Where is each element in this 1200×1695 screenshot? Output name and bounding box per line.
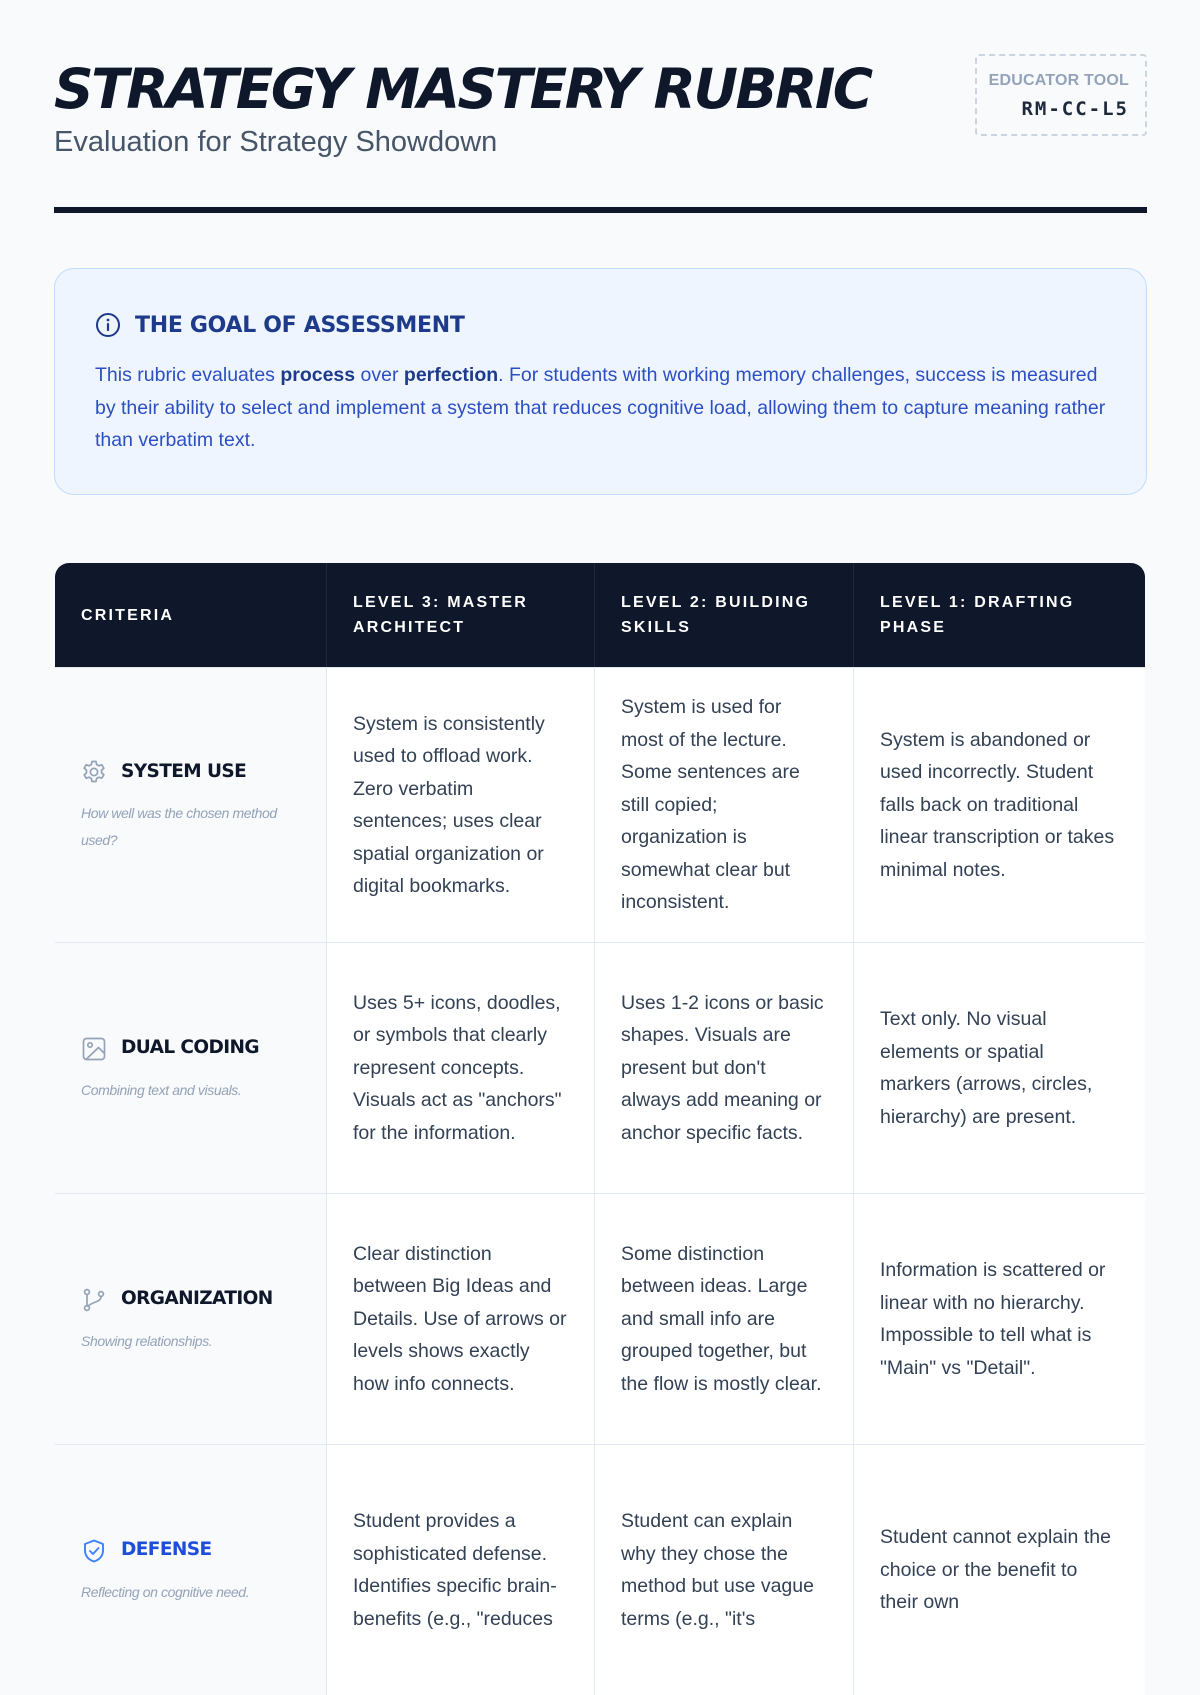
criteria-name: SYSTEM USE	[121, 760, 247, 782]
gear-icon	[81, 759, 107, 785]
level-3-cell: System is consistently used to offload work. Zero verbatim sentences; uses clear spatial organization or digital bookmarks.	[327, 668, 595, 942]
image-icon	[81, 1036, 107, 1062]
level-2-cell: Student can explain why they chose the method but use vague terms (e.g., "it's	[595, 1445, 854, 1695]
header-level-3: LEVEL 3: MASTER ARCHITECT	[327, 563, 595, 667]
criteria-description: How well was the chosen method used?	[81, 805, 277, 849]
educator-tool-badge	[975, 54, 1147, 136]
info-icon	[95, 312, 121, 338]
criteria-name: DEFENSE	[121, 1539, 212, 1561]
level-2-cell: Some distinction between ideas. Large and small info are grouped together, but the flow is mostly clear.	[595, 1194, 854, 1444]
header-level-2: LEVEL 2: BUILDING SKILLS	[595, 563, 854, 667]
header-divider	[54, 207, 1147, 213]
tool-code: RM-CC-L5	[1021, 98, 1129, 120]
criteria-cell	[55, 668, 327, 942]
level-1-cell: System is abandoned or used incorrectly. Student falls back on traditional linear transcription or takes minimal notes.	[880, 728, 1115, 881]
goal-emphasis-perfection: perfection	[403, 364, 499, 386]
criteria-cell	[55, 943, 327, 1193]
criteria-description: Reflecting on cognitive need.	[81, 1583, 250, 1600]
level-1-cell: Text only. No visual elements or spatial markers (arrows, circles, hierarchy) are present.	[880, 1008, 1093, 1128]
goal-title: THE GOAL OF ASSESSMENT	[135, 312, 465, 338]
criteria-name: DUAL CODING	[121, 1037, 259, 1059]
goal-callout	[54, 268, 1147, 495]
level-2-cell: Uses 1-2 icons or basic shapes. Visuals are present but don't always add meaning or anchor specific facts.	[595, 943, 854, 1193]
level-3-cell: Uses 5+ icons, doodles, or symbols that clearly represent concepts. Visuals act as "anchors" for the information.	[327, 943, 595, 1193]
branch-icon	[81, 1287, 107, 1313]
criteria-cell	[55, 1194, 327, 1444]
table-row	[55, 667, 1145, 942]
shield-check-icon	[81, 1538, 107, 1564]
rubric-table	[55, 563, 1145, 1695]
criteria-cell	[55, 1445, 327, 1695]
tool-label: EDUCATOR TOOL	[988, 72, 1129, 89]
criteria-name: ORGANIZATION	[121, 1288, 273, 1310]
table-row	[55, 942, 1145, 1193]
level-1-cell: Information is scattered or linear with no hierarchy. Impossible to tell what is "Main" vs "Detail".	[880, 1259, 1106, 1379]
goal-text-part: over	[355, 364, 404, 386]
goal-text-part: . For students with working memory challenges, success is measured by their ability to select and implement a system that reduces cognitive load, allowing them to capture meaning rather than verbatim text.	[95, 364, 1106, 451]
header-level-1: LEVEL 1: DRAFTING PHASE	[880, 594, 1075, 636]
header-criteria: CRITERIA	[55, 563, 327, 667]
goal-text-part: This rubric evaluates	[95, 364, 281, 386]
table-row	[55, 1444, 1145, 1695]
level-3-cell: Clear distinction between Big Ideas and Details. Use of arrows or levels shows exactly how info connects.	[327, 1194, 595, 1444]
criteria-description: Combining text and visuals.	[81, 1081, 242, 1098]
criteria-description: Showing relationships.	[81, 1332, 213, 1349]
level-2-cell: System is used for most of the lecture. Some sentences are still copied; organization is somewhat clear but inconsistent.	[595, 668, 854, 942]
page-subtitle: Evaluation for Strategy Showdown	[54, 126, 498, 158]
table-row	[55, 1193, 1145, 1444]
goal-emphasis-process: process	[280, 364, 356, 386]
page-title: STRATEGY MASTERY RUBRIC	[54, 57, 871, 121]
level-1-cell: Student cannot explain the choice or the benefit to their own	[880, 1526, 1111, 1614]
table-header	[55, 563, 1145, 667]
goal-text	[95, 359, 1106, 457]
level-3-cell: Student provides a sophisticated defense. Identifies specific brain-benefits (e.g., "reduces	[327, 1445, 595, 1695]
